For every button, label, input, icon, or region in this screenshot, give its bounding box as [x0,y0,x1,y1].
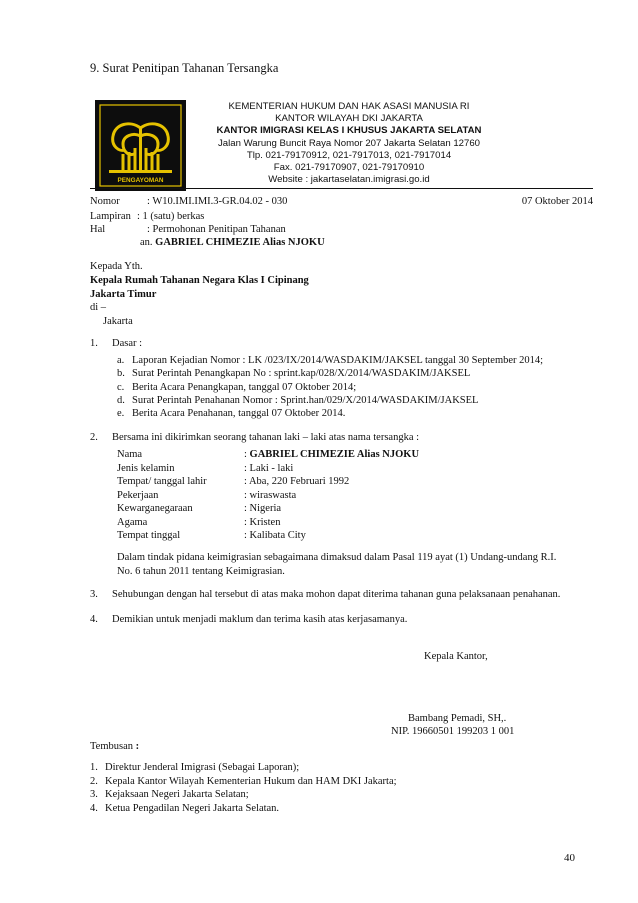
tembusan-heading [90,741,139,752]
tembusan-item-text: Direktur Jenderal Imigrasi (Sebagai Laporan); [105,762,300,773]
letterhead-phone: Tlp. 021-79170912, 021-7917013, 021-7917014 [246,149,452,161]
lampiran-label: Lampiran [90,211,131,222]
point1-item-text: Laporan Kejadian Nomor : LK /023/IX/2014/WASDAKIM/JAKSEL tanggal 30 September 2014; [132,355,544,366]
an-name: GABRIEL CHIMEZIE Alias NJOKU [155,237,325,248]
letterhead-regional-office: KANTOR WILAYAH DKI JAKARTA [275,113,423,125]
point3-text: Sehubungan dengan hal tersebut di atas maka mohon dapat diterima tahanan guna pelaksanaan penahanan. [112,589,561,600]
point2-intro: Bersama ini dikirimkan seorang tahanan laki – laki atas nama tersangka : [112,432,420,443]
tembusan-item-text: Ketua Pengadilan Negeri Jakarta Selatan. [105,802,280,814]
tembusan-item-number: 3. [90,789,98,800]
detail-label: Jenis kelamin [117,462,175,474]
point1-item-marker: c. [117,381,125,393]
letterhead-divider [90,188,593,189]
point3-number: 3. [90,589,98,600]
letterhead-ministry: KEMENTERIAN HUKUM DAN HAK ASASI MANUSIA RI [228,101,470,112]
detail-value-text: : Kristen [244,516,281,528]
recipient-city: Jakarta Timur [90,289,157,300]
point1-item-text: Surat Perintah Penahanan Nomor : Sprint.han/029/X/2014/WASDAKIM/JAKSEL [132,394,479,406]
point1-item-text: Berita Acara Penahanan, tanggal 07 Oktober 2014. [132,408,346,420]
tembusan-item-number: 1. [90,762,98,773]
logo-text: PENGAYOMAN [117,177,164,184]
tembusan-item-text: Kejaksaan Negeri Jakarta Selatan; [105,789,249,800]
signature-title: Kepala Kantor, [424,651,488,662]
detail-value [244,530,306,541]
tembusan-label: Tembusan [90,741,134,752]
recipient-name: Kepala Rumah Tahanan Negara Klas I Cipinang [90,275,309,286]
detail-value-text: : wiraswasta [244,489,297,501]
letter-date: 07 Oktober 2014 [521,196,593,207]
point1-item-text: Berita Acara Penangkapan, tanggal 07 Oktober 2014; [132,381,357,393]
detail-value-bold: GABRIEL CHIMEZIE Alias NJOKU [249,449,420,460]
detail-label: Tempat tinggal [117,530,181,541]
detail-value-text: : Kalibata City [244,530,306,541]
signature-name: Bambang Pemadi, SH,. [408,713,507,724]
letterhead [180,101,518,186]
detail-label: Pekerjaan [117,489,159,501]
point4-text: Demikian untuk menjadi maklum dan terima kasih atas kerjasamanya. [112,614,408,625]
point1-title: Dasar : [112,338,143,349]
tembusan-item-text: Kepala Kantor Wilayah Kementerian Hukum dan HAM DKI Jakarta; [105,775,397,787]
detail-label: Tempat/ tanggal lahir [117,476,207,487]
detail-label: Agama [117,516,148,528]
tembusan-colon: : [135,741,140,752]
hal-value: : Permohonan Penitipan Tahanan [147,224,286,235]
nomor-value: : W10.IMI.IMI.3-GR.04.02 - 030 [147,196,288,207]
recipient-place: Jakarta [103,316,133,327]
point1-number: 1. [90,338,98,349]
tembusan-item-number: 4. [90,802,98,814]
point4-number: 4. [90,614,98,625]
lampiran-value: : 1 (satu) berkas [137,211,205,222]
point1-item-marker: e. [117,408,125,420]
an-prefix: an. [140,237,153,248]
detail-value [244,476,349,487]
point2-paragraph-line2: No. 6 tahun 2011 tentang Keimigrasian. [117,566,285,577]
an-line [140,237,325,248]
letterhead-office-name [180,125,518,137]
letterhead-office-name-text: KANTOR IMIGRASI KELAS I KHUSUS JAKARTA SELATAN [216,125,482,137]
detail-value [244,463,293,474]
point1-item-marker: b. [117,368,125,380]
point2-number: 2. [90,432,98,443]
page-number: 40 [564,852,575,864]
detail-value-text: : Aba, 220 Februari 1992 [244,476,350,487]
section-heading: 9. Surat Penitipan Tahanan Tersangka [90,61,279,75]
detail-value-text: : Nigeria [244,503,282,514]
hal-label: Hal [90,224,106,235]
pengayoman-logo [95,100,186,191]
recipient-greeting: Kepada Yth. [90,261,143,272]
detail-value [244,490,296,501]
point1-item-marker: a. [117,355,125,366]
point2-paragraph-line1: Dalam tindak pidana keimigrasian sebagaimana dimaksud dalam Pasal 119 ayat (1) Undang-undang R.I. [117,552,557,563]
detail-value [244,517,280,528]
nomor-label: Nomor [90,196,120,207]
signature-nip: NIP. 19660501 199203 1 001 [391,726,515,737]
detail-value-text: : [244,449,250,460]
detail-label: Kewarganegaraan [117,503,193,514]
point1-item-text: Surat Perintah Penangkapan No : sprint.kap/028/X/2014/WASDAKIM/JAKSEL [132,368,471,380]
letterhead-website: Website : jakartaselatan.imigrasi.go.id [268,174,430,186]
detail-value [244,503,281,514]
letterhead-fax: Fax. 021-79170907, 021-79170910 [273,162,425,174]
detail-label: Nama [117,449,143,460]
detail-value-text: : Laki - laki [244,462,294,474]
tembusan-item-number: 2. [90,775,98,787]
detail-value [244,449,419,460]
recipient-di: di – [90,302,107,313]
letterhead-address: Jalan Warung Buncit Raya Nomor 207 Jakarta Selatan 12760 [217,137,481,149]
banyan-tree-icon [95,100,186,191]
point1-item-marker: d. [117,394,125,406]
